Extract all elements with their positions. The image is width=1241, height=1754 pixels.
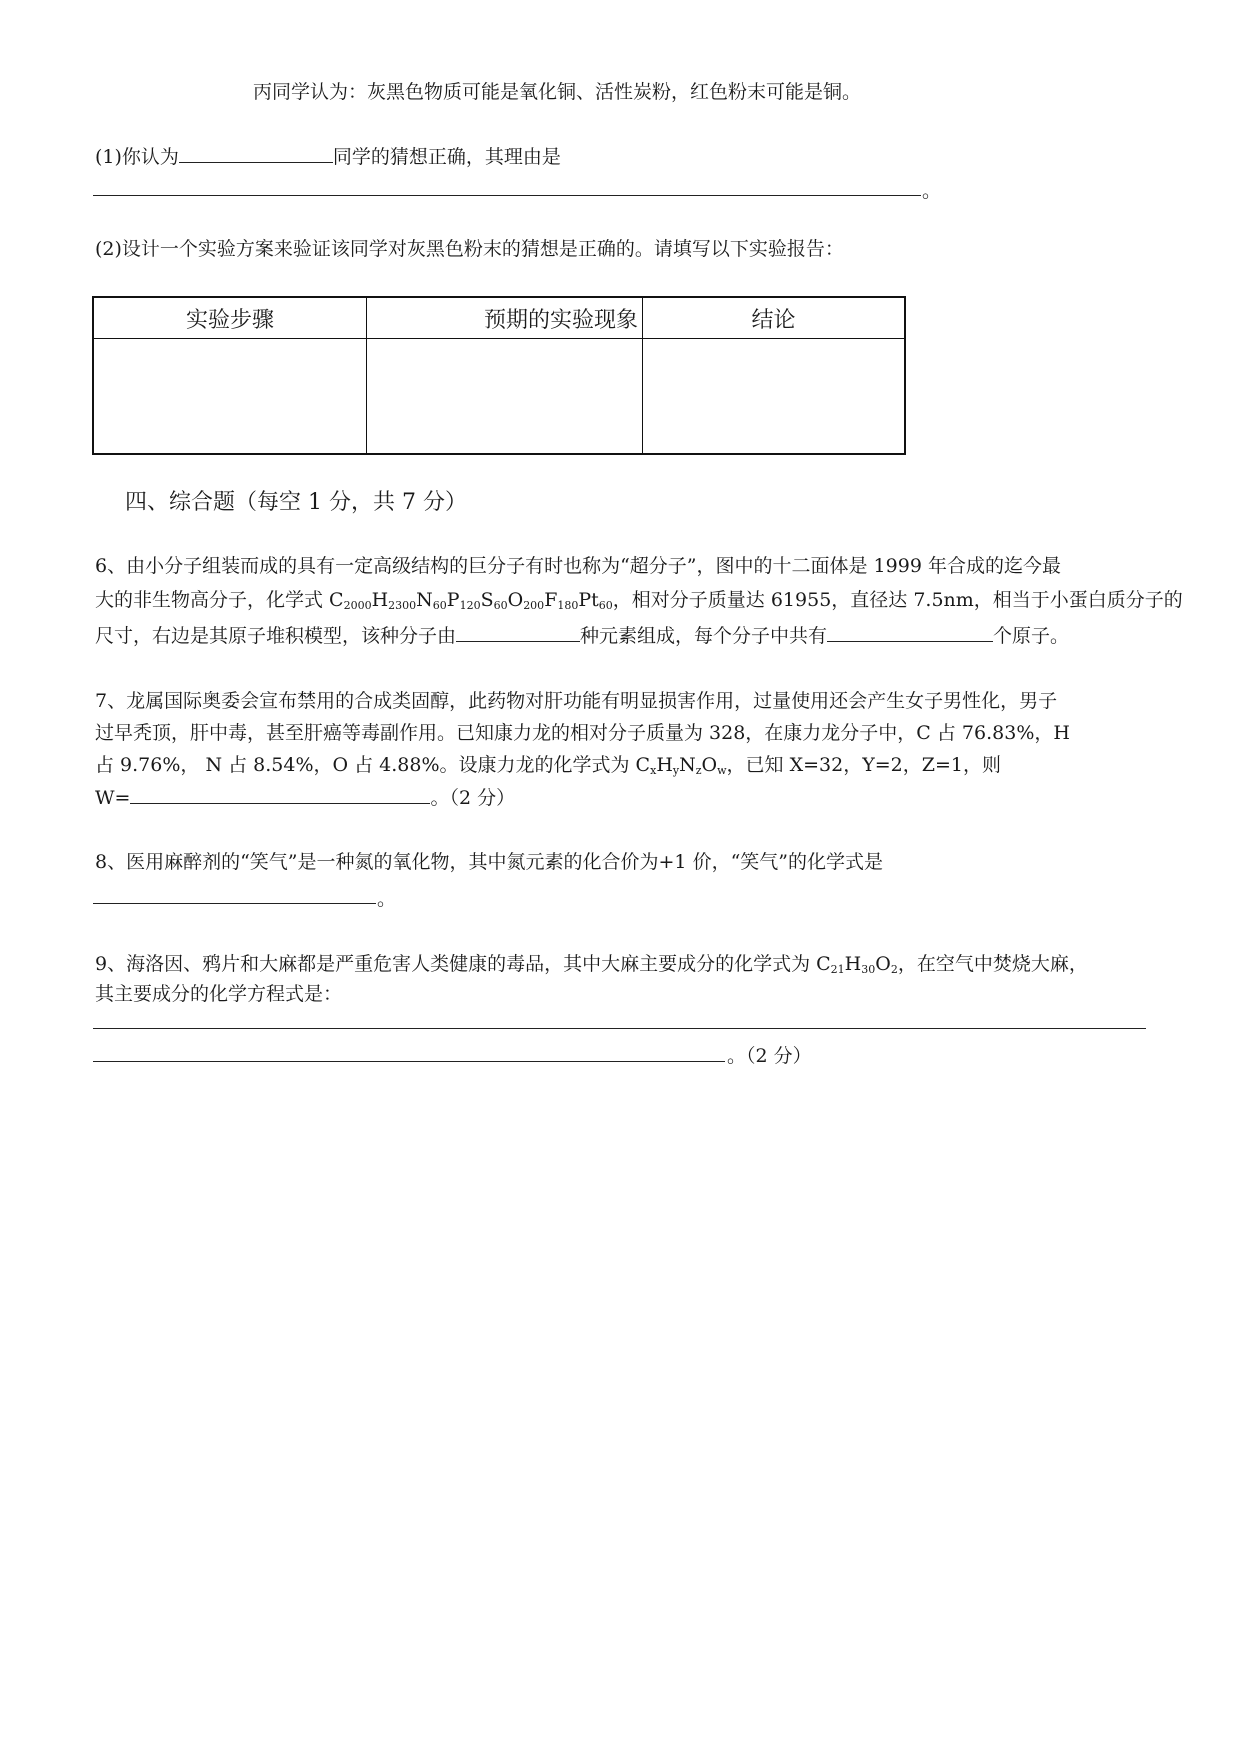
q6-element: P — [446, 589, 460, 611]
header-experiment-steps: 实验步骤 — [93, 297, 367, 339]
q6-text-d: 种元素组成，每个分子中共有 — [580, 625, 828, 647]
q6-sub: 60 — [432, 599, 447, 612]
q9-equation-blank-2[interactable] — [93, 1061, 725, 1062]
q7-sub: z — [695, 764, 702, 777]
table-row — [93, 339, 905, 455]
cell-conclusion[interactable] — [643, 339, 906, 455]
experiment-report-table — [92, 296, 906, 455]
q8-formula-blank[interactable] — [93, 903, 376, 904]
q7-text-c: 。（2 分） — [430, 787, 516, 809]
q6-sub: 2000 — [343, 599, 372, 612]
q6-line-2 — [95, 585, 1183, 615]
q9-text-b: ，在空气中焚烧大麻， — [897, 953, 1088, 975]
q9-element: O — [875, 953, 891, 975]
table-header-row — [93, 297, 905, 339]
q6-element: Pt — [578, 589, 599, 611]
q9-equation-blank-1[interactable] — [93, 1028, 1146, 1029]
q9-element: H — [844, 953, 862, 975]
q9-line-1 — [95, 949, 1088, 979]
q8-line-1: 8、医用麻醉剂的“笑气”是一种氮的氧化物，其中氮元素的化合价为+1 价，“笑气”的化学式是 — [95, 851, 883, 873]
q6-element: F — [544, 589, 558, 611]
header-expected-phenomenon: 预期的实验现象 — [367, 297, 643, 339]
q6-text-c: 尺寸，右边是其原子堆积模型，该种分子由 — [95, 625, 457, 647]
q6-text-b: ，相对分子质量达 61955，直径达 7.5nm，相当于小蛋白质分子的 — [612, 589, 1183, 611]
q7-text-a: 占 9.76%， N 占 8.54%，O 占 4.88%。设康力龙的化学式为 C — [95, 754, 651, 776]
q6-element: N — [416, 589, 433, 611]
q7-sub: x — [650, 764, 657, 777]
q9-sub: 21 — [830, 963, 845, 976]
q7-line-3 — [95, 750, 1001, 780]
q7-line-2: 过早秃顶，肝中毒，甚至肝癌等毒副作用。已知康力龙的相对分子质量为 328，在康力龙分子中，C 占 76.83%，H — [95, 722, 1070, 744]
q7-sub: y — [672, 764, 680, 777]
question-2: (2)设计一个实验方案来验证该同学对灰黑色粉末的猜想是正确的。请填写以下实验报告： — [95, 238, 844, 260]
q7-element: H — [656, 754, 673, 776]
header-conclusion: 结论 — [643, 297, 906, 339]
q9-text-a: 9、海洛因、鸦片和大麻都是严重危害人类健康的毒品，其中大麻主要成分的化学式为 C — [95, 953, 831, 975]
q6-sub: 120 — [459, 599, 481, 612]
q6-blank-elements[interactable] — [456, 619, 580, 642]
q9-line-2: 其主要成分的化学方程式是： — [95, 983, 343, 1005]
q7-blank-w[interactable] — [130, 781, 430, 804]
cell-expected-phenomenon[interactable] — [367, 339, 643, 455]
q7-line-1: 7、龙属国际奥委会宣布禁用的合成类固醇，此药物对肝功能有明显损害作用，过量使用还会产生女子男性化，男子 — [95, 690, 1058, 712]
q6-text-e: 个原子。 — [993, 625, 1070, 647]
q6-sub: 200 — [523, 599, 545, 612]
q6-blank-atoms[interactable] — [827, 619, 993, 642]
q6-sub: 180 — [557, 599, 579, 612]
q6-text-a: 大的非生物高分子，化学式 C — [95, 589, 344, 611]
q9-sub: 2 — [890, 963, 898, 976]
q6-element: S — [480, 589, 494, 611]
q1-reason-blank[interactable] — [93, 195, 921, 196]
q6-line-3 — [95, 619, 1069, 651]
cell-experiment-steps[interactable] — [93, 339, 367, 455]
q6-element: H — [371, 589, 389, 611]
q6-sub: 60 — [598, 599, 613, 612]
q1-prefix: (1)你认为 — [95, 146, 179, 168]
q7-sub: w — [717, 764, 727, 777]
q9-end: 。（2 分） — [727, 1045, 812, 1067]
q7-w-label: W= — [95, 787, 131, 809]
q1-end: 。 — [922, 180, 942, 202]
q6-line-1: 6、由小分子组装而成的具有一定高级结构的巨分子有时也称为“超分子”，图中的十二面体是 1999 年合成的迄今最 — [95, 555, 1061, 577]
section-4-title: 四、综合题（每空 1 分，共 7 分） — [125, 490, 467, 515]
q6-element: O — [507, 589, 524, 611]
q7-element: O — [701, 754, 718, 776]
q9-sub: 30 — [861, 963, 876, 976]
q6-sub: 2300 — [388, 599, 417, 612]
q7-line-4 — [95, 781, 515, 813]
question-1 — [95, 140, 561, 172]
q1-middle: 同学的猜想正确，其理由是 — [332, 146, 561, 168]
q7-element: N — [679, 754, 696, 776]
intro-text: 丙同学认为：灰黑色物质可能是氧化铜、活性炭粉，红色粉末可能是铜。 — [253, 81, 862, 103]
q7-text-b: ，已知 X=32，Y=2，Z=1，则 — [726, 754, 1001, 776]
q1-blank-student[interactable] — [179, 140, 333, 163]
q8-end: 。 — [377, 888, 397, 910]
q6-sub: 60 — [493, 599, 508, 612]
